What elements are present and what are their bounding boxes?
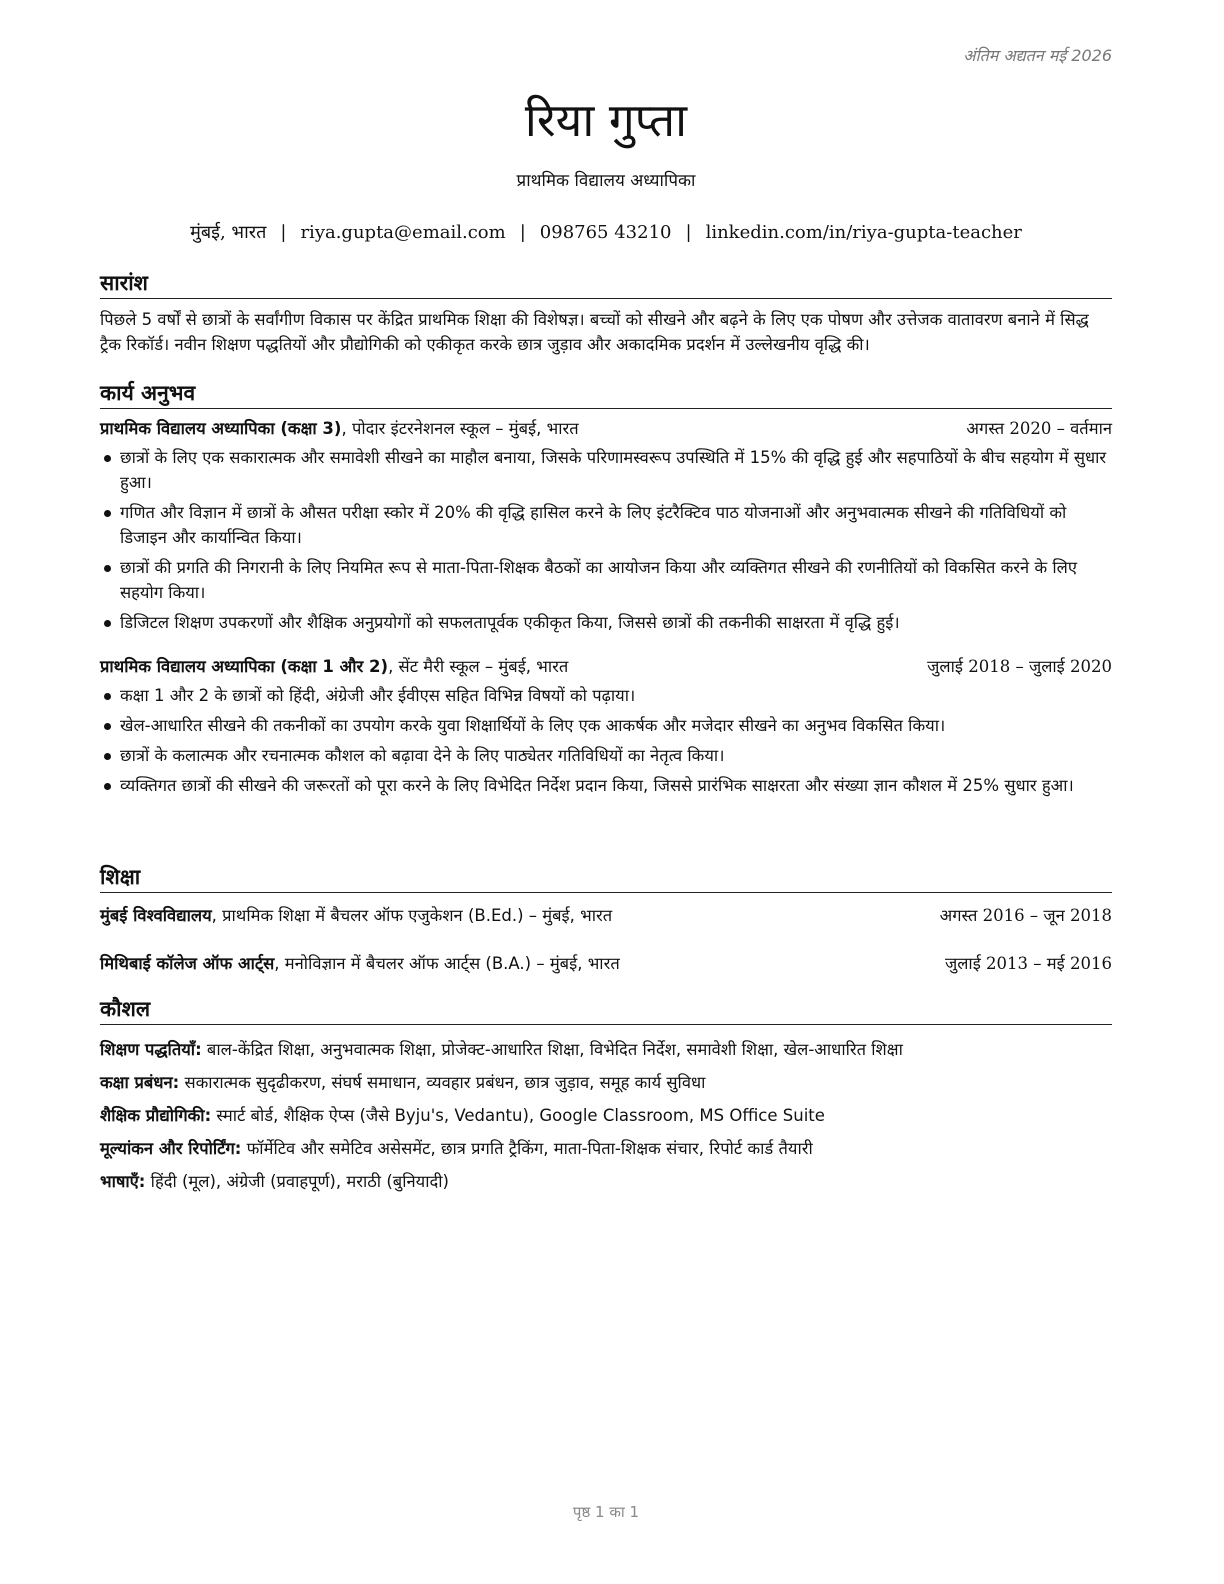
experience-heading: कार्य अनुभव bbox=[100, 380, 1112, 409]
job-bullet: व्यक्तिगत छात्रों की सीखने की जरूरतों को पूरा करने के लिए विभेदित निर्देश प्रदान किया, जिससे प्रारंभिक साक्षरता और संख्या ज्ञान कौशल में 25% सुधार हुआ। bbox=[100, 773, 1112, 798]
skill-value: फॉर्मेटिव और समेटिव असेसमेंट, छात्र प्रगति ट्रैकिंग, माता-पिता-शिक्षक संचार, रिपोर्ट कार्ड तैयारी bbox=[241, 1139, 813, 1158]
skill-row bbox=[100, 1132, 1112, 1165]
resume-page bbox=[100, 0, 1112, 1584]
contact-phone: 098765 43210 bbox=[539, 222, 672, 243]
education-detail: , मनोविज्ञान में बैचलर ऑफ आर्ट्स (B.A.) – मुंबई, भारत bbox=[274, 954, 620, 973]
summary-text: पिछले 5 वर्षों से छात्रों के सर्वांगीण विकास पर केंद्रित प्राथमिक शिक्षा की विशेषज्ञ। बच्चों को सीखने और बढ़ने के लिए एक पोषण और उत्तेजक वातावरण बनाने में सिद्ध ट्रैक रिकॉर्ड। नवीन शिक्षण पद्धतियों और प्रौद्योगिकी को एकीकृत करके छात्र जुड़ाव और अकादमिक प्रदर्शन में उल्लेखनीय वृद्धि की। bbox=[100, 310, 1089, 354]
skill-label: कक्षा प्रबंधन: bbox=[100, 1073, 180, 1092]
education-institution: मुंबई विश्वविद्यालय bbox=[100, 906, 212, 925]
contact-line bbox=[100, 220, 1112, 244]
education-section bbox=[100, 864, 1112, 977]
job-entry bbox=[100, 417, 1112, 635]
education-entry bbox=[100, 951, 1112, 977]
experience-section bbox=[100, 380, 1112, 803]
skill-value: बाल-केंद्रित शिक्षा, अनुभवात्मक शिक्षा, प्रोजेक्ट-आधारित शिक्षा, विभेदित निर्देश, समावेशी शिक्षा, खेल-आधारित शिक्षा bbox=[201, 1040, 903, 1059]
skill-value: सकारात्मक सुदृढीकरण, संघर्ष समाधान, व्यवहार प्रबंधन, छात्र जुड़ाव, समूह कार्य सुविधा bbox=[179, 1073, 706, 1092]
job-title: प्राथमिक विद्यालय अध्यापिका bbox=[516, 171, 696, 191]
job-dates: अगस्त 2020 – वर्तमान bbox=[966, 419, 1112, 438]
job-header bbox=[100, 655, 1112, 679]
job-bullet: डिजिटल शिक्षण उपकरणों और शैक्षिक अनुप्रयोगों को सफलतापूर्वक एकीकृत किया, जिससे छात्रों की तकनीकी साक्षरता में वृद्धि हुई। bbox=[100, 610, 1112, 635]
job-bullet: गणित और विज्ञान में छात्रों के औसत परीक्षा स्कोर में 20% की वृद्धि हासिल करने के लिए इंटरैक्टिव पाठ योजनाओं और अनुभवात्मक सीखने की गतिविधियों को डिजाइन और कार्यान्वित किया। bbox=[100, 500, 1112, 550]
job-org: , पोदार इंटरनेशनल स्कूल – मुंबई, भारत bbox=[341, 419, 579, 438]
job-bullet: कक्षा 1 और 2 के छात्रों को हिंदी, अंग्रेजी और ईवीएस सहित विभिन्न विषयों को पढ़ाया। bbox=[100, 683, 1112, 708]
contact-separator: | bbox=[685, 222, 692, 243]
skill-value: हिंदी (मूल), अंग्रेजी (प्रवाहपूर्ण), मराठी (बुनियादी) bbox=[145, 1172, 449, 1191]
job-bullets bbox=[100, 445, 1112, 635]
contact-email[interactable]: riya.gupta@email.com bbox=[300, 222, 506, 243]
education-entry bbox=[100, 903, 1112, 929]
skill-label: मूल्यांकन और रिपोर्टिंग: bbox=[100, 1139, 242, 1158]
contact-separator: | bbox=[519, 222, 526, 243]
job-header bbox=[100, 417, 1112, 441]
skill-row bbox=[100, 1033, 1112, 1066]
job-org: , सेंट मैरी स्कूल – मुंबई, भारत bbox=[388, 657, 569, 676]
education-dates: अगस्त 2016 – जून 2018 bbox=[939, 906, 1112, 925]
contact-linkedin[interactable]: linkedin.com/in/riya-gupta-teacher bbox=[705, 222, 1022, 243]
skills-heading: कौशल bbox=[100, 996, 1112, 1025]
skill-row bbox=[100, 1066, 1112, 1099]
skill-label: भाषाएँ: bbox=[100, 1172, 146, 1191]
education-heading: शिक्षा bbox=[100, 864, 1112, 893]
job-role: प्राथमिक विद्यालय अध्यापिका (कक्षा 1 और 2) bbox=[100, 657, 389, 676]
skill-label: शैक्षिक प्रौद्योगिकी: bbox=[100, 1106, 212, 1125]
skills-section bbox=[100, 996, 1112, 1198]
job-bullets bbox=[100, 683, 1112, 798]
skill-label: शिक्षण पद्धतियाँ: bbox=[100, 1040, 202, 1059]
summary-section bbox=[100, 270, 1112, 357]
job-bullet: छात्रों के लिए एक सकारात्मक और समावेशी सीखने का माहौल बनाया, जिसके परिणामस्वरूप उपस्थिति में 15% की वृद्धि हुई और सहपाठियों के बीच सहयोग में सुधार हुआ। bbox=[100, 445, 1112, 495]
skill-row bbox=[100, 1099, 1112, 1132]
education-dates: जुलाई 2013 – मई 2016 bbox=[945, 954, 1112, 973]
skill-row bbox=[100, 1165, 1112, 1198]
contact-separator: | bbox=[280, 222, 287, 243]
education-detail: , प्राथमिक शिक्षा में बैचलर ऑफ एजुकेशन (B.Ed.) – मुंबई, भारत bbox=[211, 906, 613, 925]
job-role: प्राथमिक विद्यालय अध्यापिका (कक्षा 3) bbox=[100, 419, 342, 438]
job-dates: जुलाई 2018 – जुलाई 2020 bbox=[927, 657, 1112, 676]
page-number: पृष्ठ 1 का 1 bbox=[572, 1503, 640, 1521]
job-bullet: खेल-आधारित सीखने की तकनीकों का उपयोग करके युवा शिक्षार्थियों के लिए एक आकर्षक और मजेदार सीखने का अनुभव विकसित किया। bbox=[100, 713, 1112, 738]
skill-value: स्मार्ट बोर्ड, शैक्षिक ऐप्स (जैसे Byju's, Vedantu), Google Classroom, MS Office Suite bbox=[211, 1106, 825, 1125]
candidate-name: रिया गुप्ता bbox=[524, 93, 688, 147]
education-institution: मिथिबाई कॉलेज ऑफ आर्ट्स bbox=[100, 954, 275, 973]
summary-heading: सारांश bbox=[100, 270, 1112, 299]
last-updated: अंतिम अद्यतन मई 2026 bbox=[963, 46, 1112, 65]
job-bullet: छात्रों की प्रगति की निगरानी के लिए नियमित रूप से माता-पिता-शिक्षक बैठकों का आयोजन किया और व्यक्तिगत सीखने की रणनीतियों को विकसित करने के लिए सहयोग किया। bbox=[100, 555, 1112, 605]
contact-location: मुंबई, भारत bbox=[190, 222, 267, 243]
job-entry bbox=[100, 655, 1112, 798]
job-bullet: छात्रों के कलात्मक और रचनात्मक कौशल को बढ़ावा देने के लिए पाठ्येतर गतिविधियों का नेतृत्व किया। bbox=[100, 743, 1112, 768]
